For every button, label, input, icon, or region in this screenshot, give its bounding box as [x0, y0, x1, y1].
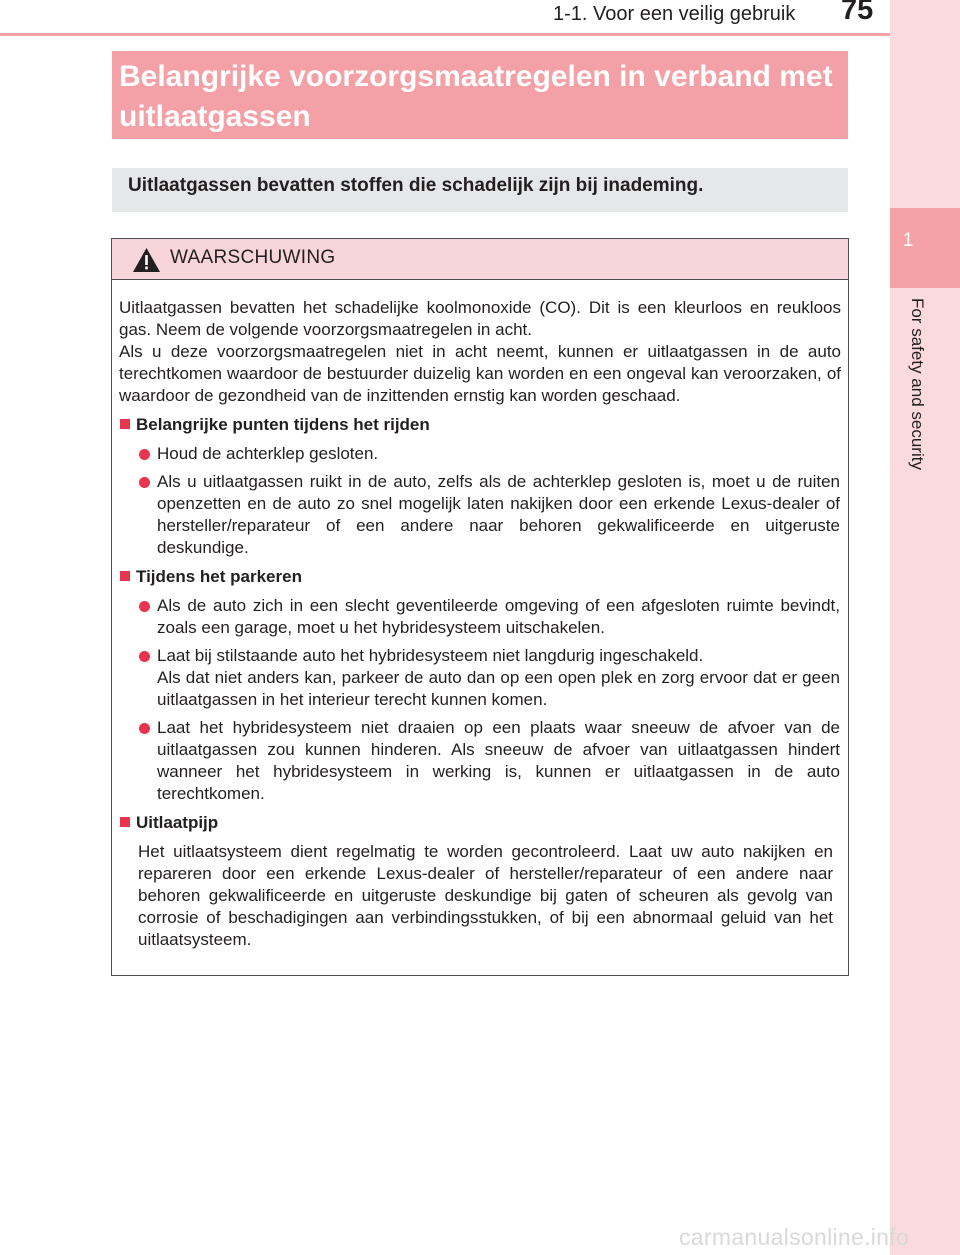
- side-tab: [890, 0, 960, 1255]
- watermark: carmanualsonline.info: [679, 1224, 910, 1250]
- list-item: Als u uitlaatgassen ruikt in de auto, zelfs als de achterklep gesloten is, moet u de ruiten openzetten en de auto zo snel mogelijk laten nakijken door een erkende Lexus-dealer of hersteller/reparateur of een andere naar behoren gekwalificeerde en uitgeruste deskundige.: [157, 472, 840, 557]
- summary-text: Uitlaatgassen bevatten stoffen die schadelijk zijn bij inademing.: [128, 175, 704, 196]
- bullet-dot-icon: [139, 723, 150, 734]
- section-heading: Belangrijke punten tijdens het rijden: [120, 414, 430, 436]
- heading-square-icon: [120, 817, 130, 827]
- heading-square-icon: [120, 419, 130, 429]
- page-title: Belangrijke voorzorgsmaatregelen in verband met uitlaatgassen: [119, 60, 833, 133]
- warning-header: [112, 239, 848, 280]
- list-item: Houd de achterklep gesloten.: [157, 444, 379, 463]
- warning-intro-2: Als u deze voorzorgsmaatregelen niet in acht neemt, kunnen er uitlaatgassen in de auto terechtkomen waardoor de bestuurder duizelig kan worden en een ongeval kan veroorzaken, of waardoor de gezondheid van de inzittenden ernstig kan worden geschaad.: [119, 342, 841, 405]
- list-item: Laat bij stilstaande auto het hybridesysteem niet langdurig ingeschakeld.: [157, 646, 704, 665]
- warning-intro: [119, 297, 841, 407]
- header-rule: [0, 33, 890, 36]
- section-heading: Uitlaatpijp: [120, 812, 218, 834]
- warning-box: [111, 238, 849, 976]
- heading-square-icon: [120, 571, 130, 581]
- page-number: 75: [841, 0, 874, 26]
- warning-intro-1: Uitlaatgassen bevatten het schadelijke koolmonoxide (CO). Dit is een kleurloos en reukloos gas. Neem de volgende voorzorgsmaatregelen in acht.: [119, 298, 841, 339]
- section-title: 1-1. Voor een veilig gebruik: [553, 3, 796, 25]
- warning-label: WAARSCHUWING: [170, 247, 336, 268]
- chapter-number: 1: [902, 230, 914, 251]
- bullet-dot-icon: [139, 477, 150, 488]
- section-heading: Tijdens het parkeren: [120, 566, 302, 588]
- bullet-dot-icon: [139, 651, 150, 662]
- list-item: Als de auto zich in een slecht geventileerde omgeving of een afgesloten ruimte bevindt, zoals een garage, moet u het hybridesysteem uitschakelen.: [157, 596, 840, 637]
- bullet-dot-icon: [139, 449, 150, 460]
- list-item-continuation: Als dat niet anders kan, parkeer de auto dan op een open plek en zorg ervoor dat er geen uitlaatgassen in het interieur terecht kunnen komen.: [157, 668, 840, 709]
- chapter-label: For safety and security: [908, 298, 927, 470]
- warning-triangle-icon: [132, 247, 161, 273]
- bullet-dot-icon: [139, 601, 150, 612]
- section-text: Het uitlaatsysteem dient regelmatig te worden gecontroleerd. Laat uw auto nakijken en repareren door een erkende Lexus-dealer of hersteller/reparateur of een andere naar behoren gekwalificeerde en uitgeruste deskundige bij gaten of scheuren als gevolg van corrosie of beschadigingen aan verbindingsstukken, of bij een abnormaal geluid van het uitlaatsysteem.: [138, 842, 833, 949]
- list-item: Laat het hybridesysteem niet draaien op een plaats waar sneeuw de afvoer van de uitlaatgassen zou kunnen hinderen. Als sneeuw de afvoer van uitlaatgassen hindert wanneer het hybridesysteem in werking is, kunnen er uitlaatgassen in de auto terechtkomen.: [157, 718, 840, 803]
